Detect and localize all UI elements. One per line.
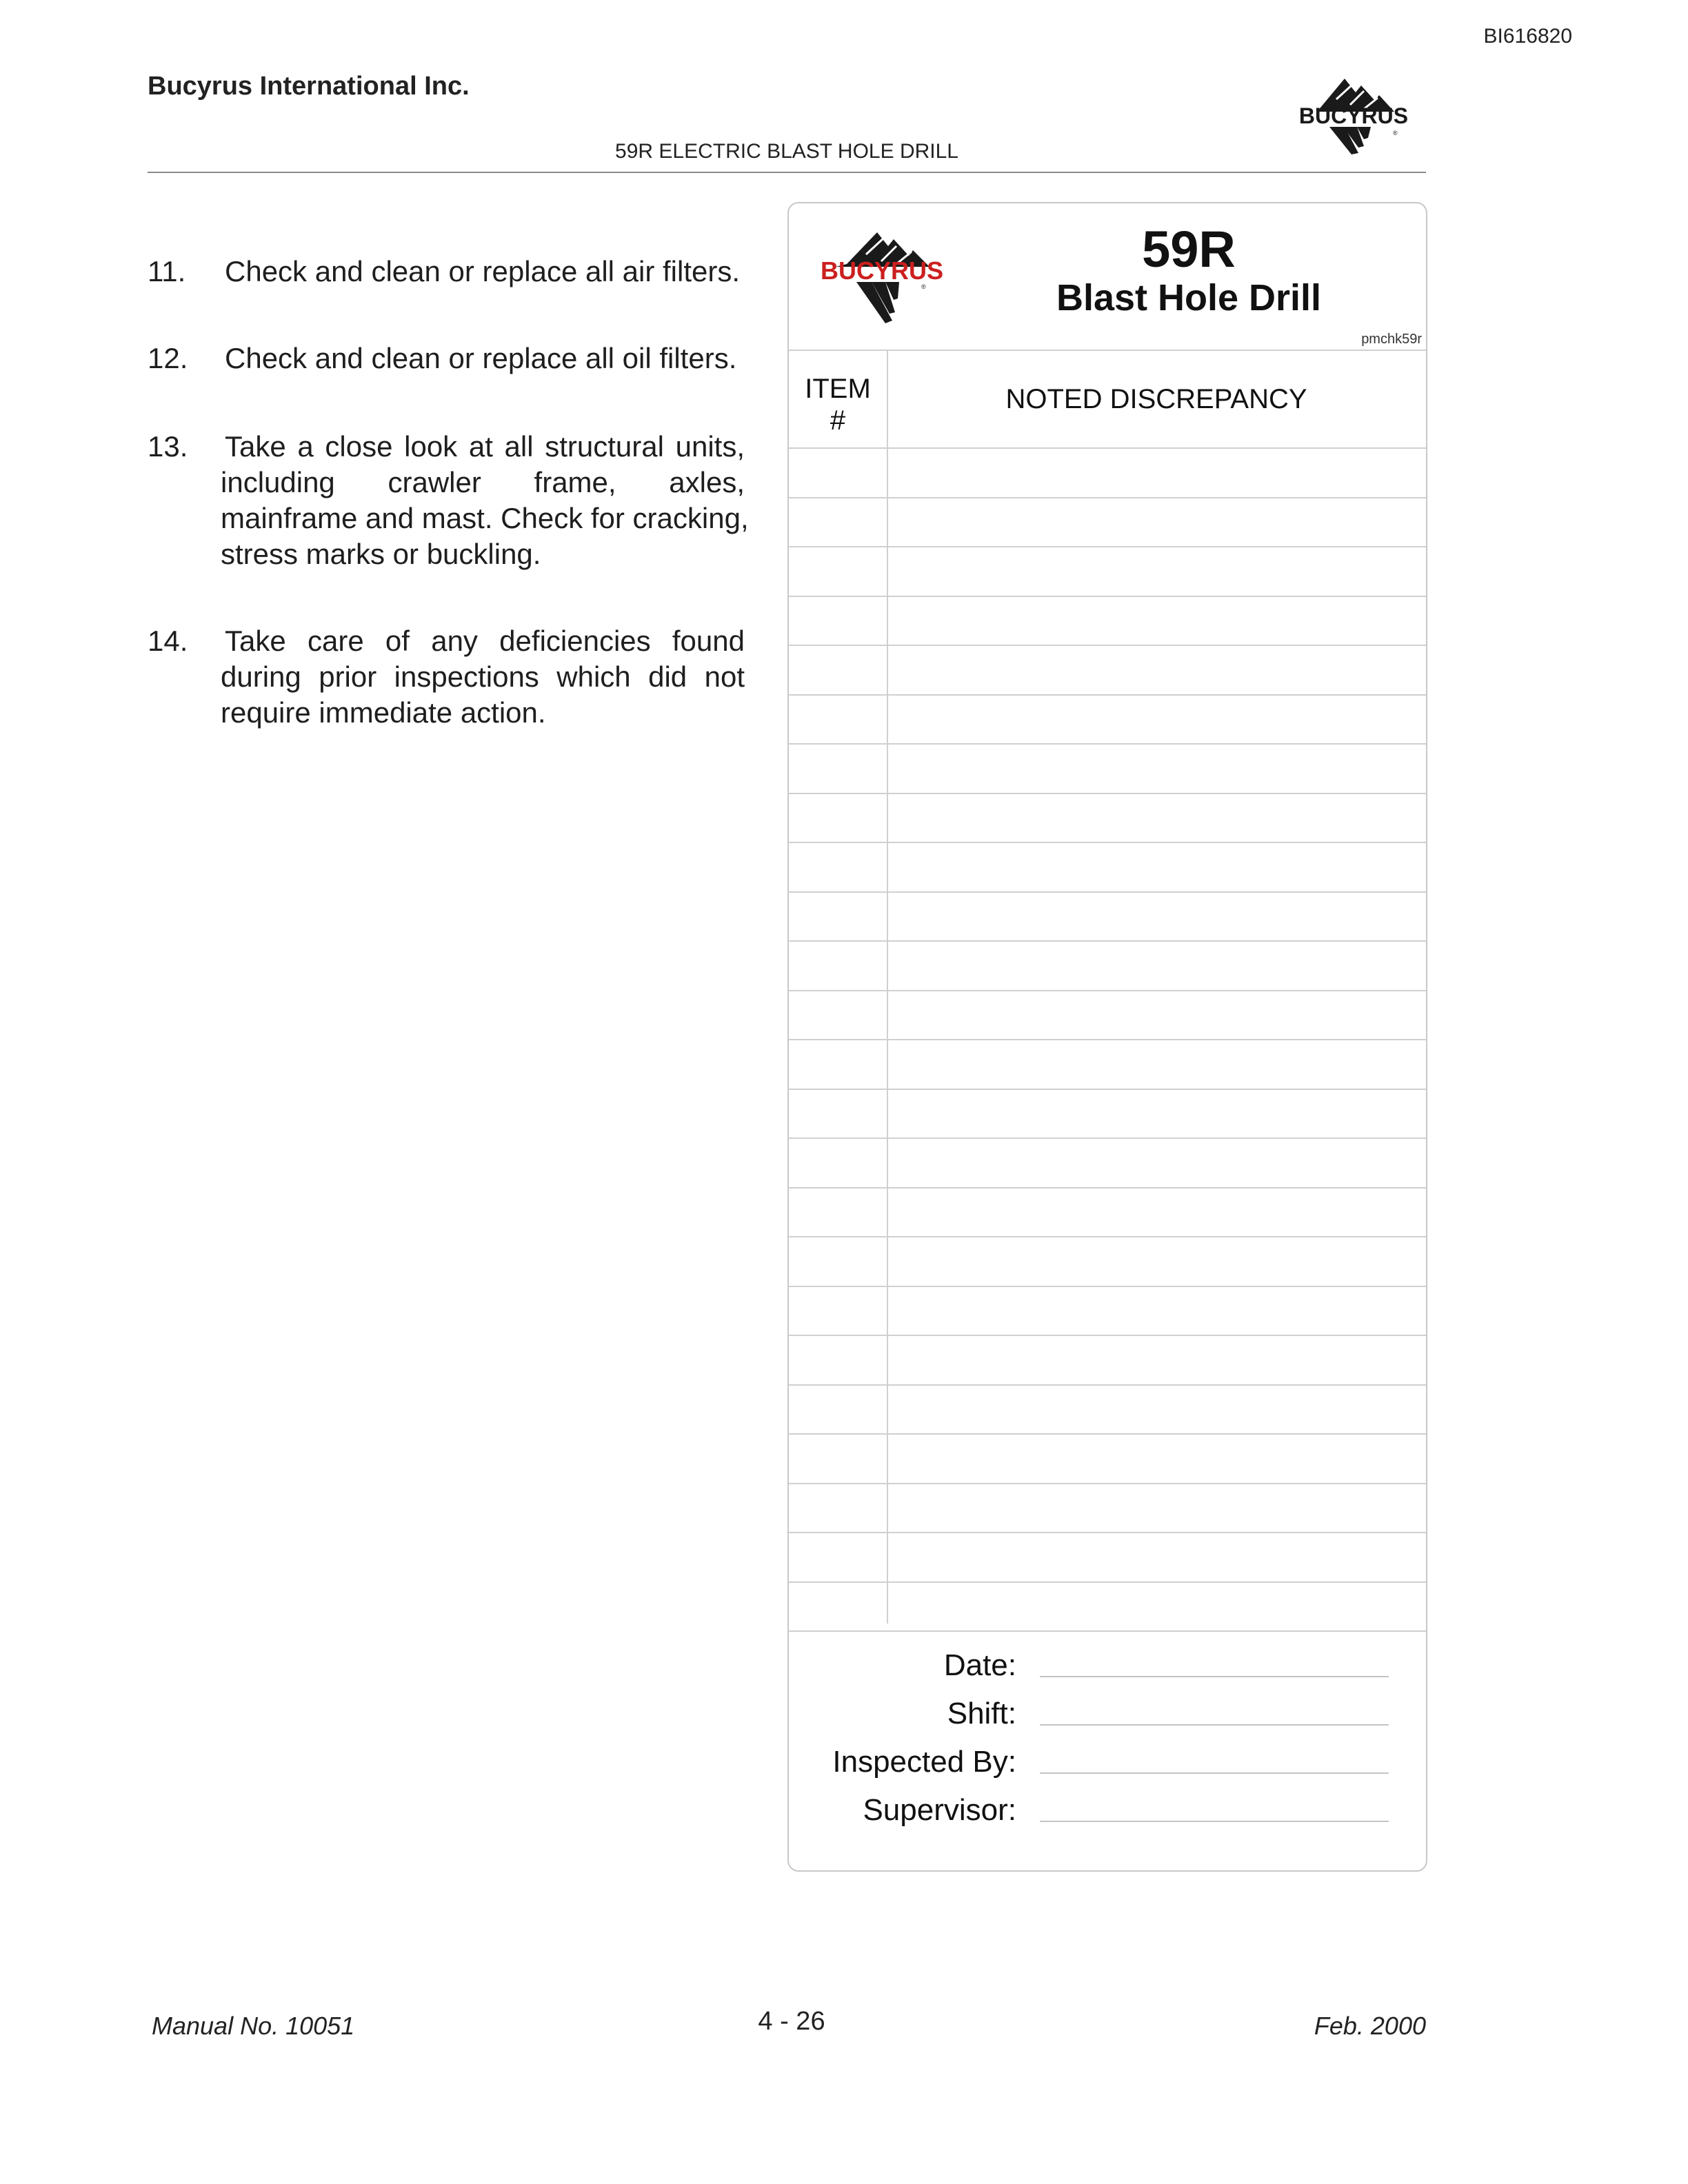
signature-label-inspected-by: Inspected By: [832, 1745, 1016, 1779]
list-item [148, 429, 749, 572]
signature-label-date: Date: [943, 1648, 1016, 1682]
form-row-rule [789, 596, 1426, 597]
svg-text:®: ® [921, 283, 926, 290]
footer-page-number: 4 - 26 [758, 2007, 825, 2036]
list-item-text: require immediate action. [221, 696, 546, 729]
column-header-item [789, 373, 887, 436]
form-row-rule [789, 990, 1426, 991]
document-id: BI616820 [1483, 25, 1572, 48]
form-row-rule [789, 447, 1426, 449]
form-row-rule [789, 891, 1426, 893]
list-item-text: Take care of any deficiencies found [225, 625, 745, 657]
form-row-rule [789, 1384, 1426, 1386]
form-row-rule [789, 1236, 1426, 1237]
discrepancy-form [787, 202, 1427, 1872]
footer-date: Feb. 2000 [1314, 2012, 1426, 2040]
form-row-rule [789, 940, 1426, 942]
form-row-rule [789, 1286, 1426, 1287]
form-code: pmchk59r [1361, 332, 1422, 347]
form-row-rule [789, 645, 1426, 646]
list-item-number: 13. [148, 430, 188, 463]
footer-manual: Manual No. 10051 [152, 2012, 355, 2040]
list-item-text: Take a close look at all structural units, [225, 430, 745, 463]
list-item [148, 254, 745, 290]
column-header-discrepancy: NOTED DISCREPANCY [1005, 384, 1307, 414]
form-model: 59R [1142, 221, 1236, 278]
form-row-rule [789, 1039, 1426, 1040]
signature-line-shift[interactable] [1040, 1724, 1389, 1726]
form-row-rule [789, 793, 1426, 794]
signature-line-date[interactable] [1040, 1676, 1389, 1677]
form-row-rule [789, 546, 1426, 547]
bucyrus-form-logo [808, 231, 956, 327]
form-row-rule [789, 1630, 1426, 1632]
list-item-number: 12. [148, 342, 188, 374]
header-logo-text: BUCYRUS [1298, 103, 1409, 128]
form-logo-text: BUCYRUS [820, 256, 944, 285]
list-item [148, 341, 745, 376]
column-header-item-line2: # [830, 405, 846, 436]
list-item-text: stress marks or buckling. [221, 538, 541, 570]
signature-label-shift: Shift: [947, 1697, 1016, 1730]
list-item [148, 623, 745, 731]
form-row-rule [789, 694, 1426, 696]
form-row-rule [789, 1581, 1426, 1583]
form-row-rule [789, 1532, 1426, 1533]
form-title-rule [789, 350, 1426, 351]
list-item-text: including crawler frame, axles, [221, 466, 745, 498]
list-item-number: 14. [148, 625, 188, 657]
form-row-rule [789, 1089, 1426, 1090]
form-row-rule [789, 1483, 1426, 1484]
document-subtitle: 59R ELECTRIC BLAST HOLE DRILL [615, 140, 958, 163]
signature-label-supervisor: Supervisor: [863, 1793, 1016, 1827]
column-divider [887, 350, 888, 1624]
svg-text:®: ® [1393, 130, 1398, 136]
form-name: Blast Hole Drill [1056, 277, 1322, 318]
column-header-item-line1: ITEM [805, 374, 871, 404]
form-row-rule [789, 842, 1426, 843]
form-row-rule [789, 1335, 1426, 1336]
list-item-text: Check and clean or replace all oil filters. [225, 342, 737, 374]
form-row-rule [789, 1138, 1426, 1139]
form-row-rule [789, 1187, 1426, 1189]
list-item-text: mainframe and mast. Check for cracking, [221, 502, 749, 534]
signature-line-supervisor[interactable] [1040, 1821, 1389, 1822]
signature-line-inspected-by[interactable] [1040, 1772, 1389, 1774]
list-item-text: during prior inspections which did not [221, 660, 745, 693]
form-row-rule [789, 743, 1426, 745]
header-rule [148, 172, 1426, 173]
form-row-rule [789, 497, 1426, 498]
list-item-text: Check and clean or replace all air filters. [225, 255, 741, 287]
list-item-number: 11. [148, 255, 186, 287]
company-name: Bucyrus International Inc. [148, 72, 470, 101]
form-row-rule [789, 1433, 1426, 1435]
